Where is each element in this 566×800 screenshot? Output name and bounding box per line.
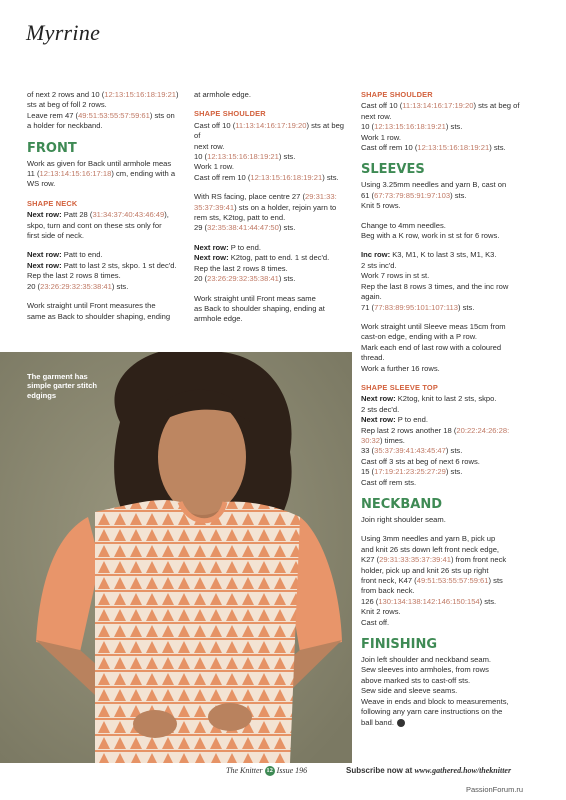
armhole-edge-text: at armhole edge. bbox=[194, 90, 251, 99]
end-mark-icon bbox=[397, 719, 405, 727]
neck-decrease-text: Next row: Patt to end. Next row: Patt to last 2 sts, skpo. 1 st dec'd. Rep the last 2 rows 8 times. 20 (23:26:29:32:35:38:41) sts. bbox=[27, 250, 177, 291]
second-side-text: Next row: P to end. Next row: K2tog, patt to end. 1 st dec'd. Rep the last 2 rows 8 times. 20 (23:26:29:32:35:38:41) sts. bbox=[194, 242, 330, 284]
finishing-heading: FINISHING bbox=[361, 637, 438, 653]
shape-shoulder-text: Cast off 10 (11:13:14:16:17:19:20) sts at beg of next row. 10 (12:13:15:16:18:19:21) sts. Work 1 row. Cast off rem 10 (12:13:15:16:18:19:21) sts. bbox=[194, 120, 345, 182]
increase-text: Inc row: K3, M1, K to last 3 sts, M1, K3. 2 sts inc'd. Work 7 rows in st st. Rep the last 8 rows 3 times, and the inc row again. 71 (77:83:89:95:101:107:113) sts. bbox=[361, 250, 509, 312]
sleeves-cast-on-text: Using 3.25mm needles and yarn B, cast on 61 (67:73:79:85:91:97:103) sts. Knit 5 rows. bbox=[361, 180, 507, 211]
model-photo bbox=[0, 352, 352, 763]
column-2 bbox=[194, 90, 352, 325]
change-needles-text: Change to 4mm needles. Beg with a K row, work in st st for 6 rows. bbox=[361, 220, 500, 241]
work-straight-text-2: Work straight until Front meas same as Back to shoulder shaping, ending at armhole edge. bbox=[194, 293, 325, 324]
sleeves-heading: SLEEVES bbox=[361, 162, 425, 178]
footer-right: Subscribe now at www.gathered.how/theknitter bbox=[346, 766, 512, 775]
shape-shoulder-heading: SHAPE SHOULDER bbox=[194, 109, 266, 119]
column-1 bbox=[27, 90, 185, 322]
photo-caption: The garment has simple garter stitch edgings bbox=[27, 372, 98, 400]
neckband-heading: NECKBAND bbox=[361, 497, 443, 512]
page-number-badge: 12 bbox=[266, 767, 273, 775]
shape-neck-text: Next row: Patt 28 (31:34:37:40:43:46:49), skpo, turn and cont on these sts only for first side of neck. bbox=[27, 210, 169, 241]
sleeve-straight-text: Work straight until Sleeve meas 15cm from cast-on edge, ending with a P row. Mark each end of last row with a coloured thread. Work a further 16 rows. bbox=[361, 321, 506, 373]
pattern-title: Myrrine bbox=[26, 20, 101, 45]
front-heading: FRONT bbox=[27, 140, 77, 156]
sleeve-top-text: Next row: K2tog, knit to last 2 sts, skpo. 2 sts dec'd. Next row: P to end. Rep last 2 rows another 18 (20:22:24:26:28: 30:32) times. 33 (35:37:39:41:43:45:47) sts. Cast off 3 sts at beg of next 6 rows. 15 (17:19:21:23:25:27:29) sts. Cast off rem sts. bbox=[361, 394, 510, 487]
work-straight-text: Work straight until Front measures the same as Back to shoulder shaping, ending bbox=[27, 301, 171, 321]
shape-neck-heading: SHAPE NECK bbox=[27, 198, 78, 208]
join-shoulder-text: Join right shoulder seam. bbox=[361, 515, 446, 524]
model-illustration bbox=[0, 352, 352, 763]
shape-shoulder-text-2: Cast off 10 (11:13:14:16:17:19:20) sts at beg of next row. 10 (12:13:15:16:18:19:21) sts. Work 1 row. Cast off rem 10 (12:13:15:16:18:19:21) sts. bbox=[361, 101, 520, 153]
shape-shoulder-heading-2: SHAPE SHOULDER bbox=[361, 90, 433, 99]
shape-sleeve-top-heading: SHAPE SLEEVE TOP bbox=[361, 382, 438, 392]
front-text: Work as given for Back until armhole meas 11 (12:13:14:15:16:17:18) cm, ending with a WS row. bbox=[27, 158, 176, 189]
back-shoulder-text: of next 2 rows and 10 (12:13:15:16:18:19:21) sts at beg of foll 2 rows. Leave rem 47 (49:51:53:55:57:59:61) sts on a holder for neckband. bbox=[27, 90, 179, 131]
rs-facing-text: With RS facing, place centre 27 (29:31:33: 35:37:39:41) sts on a holder, rejoin yarn to rem sts, K2tog, patt to end. 29 (32:35:38:41:44:47:50) sts. bbox=[194, 192, 337, 233]
subscribe-url[interactable]: www.gathered.how/theknitter bbox=[414, 766, 512, 775]
finishing-text: Join left shoulder and neckband seam. Sew sleeves into armholes, from rows above marked sts to cast-off sts. Sew side and sleeve seams. Weave in ends and block to measurements, following any yarn care instructions on the ball band. bbox=[361, 655, 509, 727]
column-3 bbox=[361, 90, 541, 728]
watermark: PassionForum.ru bbox=[466, 785, 524, 794]
neckband-text: Using 3mm needles and yarn B, pick up and knit 26 sts down left front neck edge, K27 (29:31:33:35:37:39:41) from front neck holder, pick up and knit 26 sts up right front neck, K47 (49:51:53:55:57:59:61) sts from back neck. 126 (130:134:138:142:146:150:154) sts. Knit 2 rows. Cast off. bbox=[361, 534, 507, 627]
footer-left: The Knitter 12 Issue 196 bbox=[226, 766, 308, 775]
